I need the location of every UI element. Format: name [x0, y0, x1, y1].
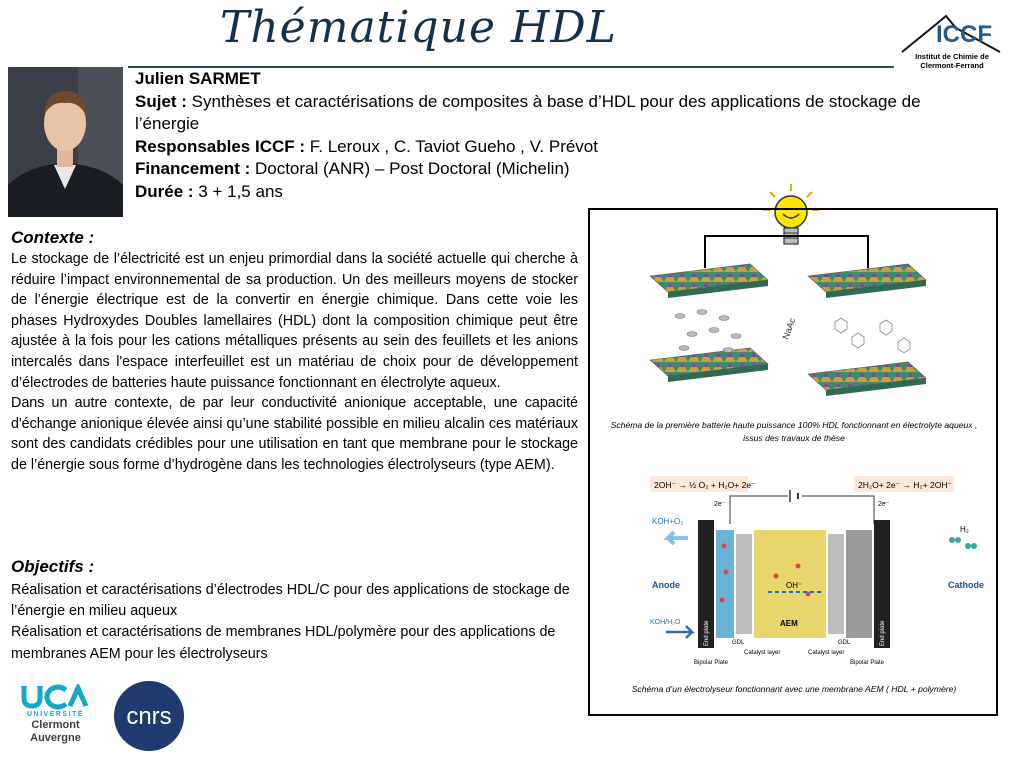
contexte-paragraph-1: Le stockage de l’électricité est un enjeu primordial dans la société actuelle qui cherche à réduire l’impact environnemental de sa production. Un des meilleurs moyens de stocker de l’énergie électrique est de la convertir en énergie chimique. Dans cette voie les phases Hydroxydes Doubles lamellaires (HDL) dont la composition chimique peut être ajustée à la fois pour les cations métalliques présents au sein des feuillets et les anions intercalés dans l'espace interfeuillet est un matériau de choix pour de développement d’électrodes de batteries haute puissance fonctionnant en électrolyte aqueux.: [11, 251, 578, 391]
end-plate-label-right: End plate: [880, 620, 886, 646]
gdl-label-right: GDL: [838, 640, 851, 646]
aem-label: AEM: [780, 619, 798, 628]
managers-line: [135, 136, 975, 159]
catalyst-label-right: Catalyst layer: [808, 650, 845, 656]
outflow-arrow-icon: [668, 532, 688, 544]
hdl-layer: [650, 348, 768, 382]
iccf-mountain-icon: [896, 8, 1008, 54]
cathode-label: Cathode: [948, 580, 984, 590]
duration-label: Durée :: [135, 181, 194, 201]
organic-molecules: [835, 318, 910, 353]
uca-line-1: UNIVERSITÉ: [26, 711, 84, 718]
hdl-layer: [808, 362, 926, 396]
uca-mark-icon: [18, 684, 93, 710]
managers-label: Responsables ICCF :: [135, 136, 306, 156]
gdl-right: [828, 534, 844, 634]
naac-label: NaAc: [780, 316, 798, 341]
electron-label-left: 2e⁻: [714, 501, 726, 508]
objectifs-item-2: Réalisation et caractérisations de membranes HDL/polymère pour des applications de membranes AEM pour les électrolyseurs: [11, 624, 556, 662]
koh-h2o-label: KOH/H₂O: [650, 619, 681, 626]
duration-text: 3 + 1,5 ans: [193, 181, 283, 201]
h2-label: H₂: [960, 525, 969, 534]
objectifs-item-1: Réalisation et caractérisations d’électrodes HDL/C pour des applications de stockage de l’énergie en milieu aqueux: [11, 582, 570, 620]
iccf-caption-line1: Institut de Chimie de: [915, 52, 989, 61]
gdl-label-left: GDL: [732, 640, 745, 646]
cathode-equation: 2H₂O+ 2e⁻ → H₂+ 2OH⁻: [858, 480, 952, 490]
uca-line-2: Clermont: [31, 719, 80, 731]
managers-text: F. Leroux , C. Taviot Gueho , V. Prévot: [305, 136, 598, 156]
funding-label: Financement :: [135, 159, 251, 178]
uca-line-3: Auvergne: [30, 732, 81, 744]
bipolar-label-left: Bipolar Plate: [694, 660, 729, 666]
objectifs-heading: Objectifs :: [11, 557, 95, 576]
subject-text: Synthèses et caractérisations de composites à base d’HDL pour des applications de stockage de l’énergie: [135, 91, 921, 133]
battery-caption: Schéma de la première batterie haute puissance 100% HDL fonctionnant en électrolyte aqueux , issus des travaux de thèse: [610, 420, 978, 443]
page-title: Thématique HDL: [220, 2, 617, 53]
contexte-paragraph-2: Dans un autre contexte, de par leur conductivité anionique acceptable, une capacité d'échange anionique élevée ainsi qu’une stabilité possible en milieu alcalin ces matériaux sont des candidats crédibles pour une utilisation en tant que membrane pour le stockage de l’énergie sous forme d’hydrogène dans les technologies électrolyseurs (type AEM).: [11, 395, 578, 473]
gdl-left: [736, 534, 752, 634]
intercalated-molecules: [675, 310, 741, 353]
bipolar-label-right: Bipolar Plate: [850, 660, 885, 666]
koh-o2-label: KOH+O₂: [652, 517, 684, 526]
funding-text: Doctoral (ANR) – Post Doctoral (Michelin): [250, 159, 570, 178]
catalyst-label-left: Catalyst layer: [744, 650, 781, 656]
end-plate-label-left: End plate: [704, 620, 710, 646]
battery-schematic: [640, 232, 975, 408]
duration-line: [135, 181, 975, 204]
subject-line: [135, 91, 975, 136]
anode-label: Anode: [652, 580, 680, 590]
hdl-layer: [650, 264, 768, 298]
electrolyzer-caption: Schéma d’un électrolyseur fonctionnant avec une membrane AEM ( HDL + polymère): [631, 684, 957, 694]
hdl-layer: [808, 264, 926, 298]
contexte-heading: Contexte :: [11, 228, 95, 247]
iccf-logo-text: ICCF: [936, 21, 992, 48]
oh-label: OH⁻: [786, 581, 803, 590]
profile-info: [135, 68, 975, 203]
iccf-logo: [896, 8, 1008, 70]
iccf-caption-line2: Clermont-Ferrand: [920, 61, 984, 70]
contexte-body: [11, 249, 578, 476]
inflow-arrow-icon: [666, 626, 692, 638]
funding-line: [135, 158, 975, 181]
electron-label-right: 2e⁻: [878, 501, 890, 508]
cathode-chamber: [846, 530, 872, 638]
uca-logo: [18, 684, 93, 746]
objectifs-body: [11, 580, 581, 665]
electrolyzer-schematic: [648, 476, 993, 670]
cnrs-logo: [113, 680, 185, 752]
subject-label: Sujet :: [135, 91, 187, 111]
person-name: Julien SARMET: [135, 69, 261, 88]
portrait-photo: [8, 67, 123, 217]
cnrs-logo-text: cnrs: [126, 703, 172, 730]
anode-equation: 2OH⁻ → ½ O₂ + H₂O+ 2e⁻: [654, 480, 756, 490]
